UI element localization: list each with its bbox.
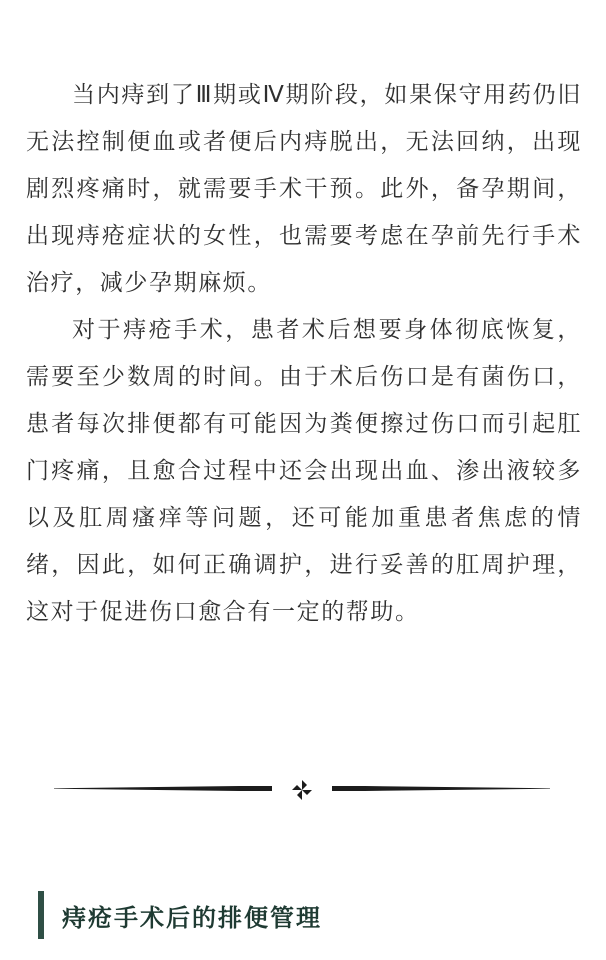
section-divider bbox=[54, 778, 550, 802]
paragraph-surgery-indication: 当内痔到了Ⅲ期或Ⅳ期阶段，如果保守用药仍旧无法控制便血或者便后内痔脱出，无法回纳，出现剧烈疼痛时，就需要手术干预。此外，备孕期间，出现痔疮症状的女性，也需要考虑在孕前先行手术治疗，减少孕期麻烦。 bbox=[26, 82, 582, 296]
article-body bbox=[26, 72, 582, 636]
pinwheel-icon bbox=[290, 778, 314, 802]
heading-text: 痔疮手术后的排便管理 bbox=[62, 903, 322, 932]
paragraph-post-surgery-care: 对于痔疮手术，患者术后想要身体彻底恢复，需要至少数周的时间。由于术后伤口是有菌伤口，患者每次排便都有可能因为粪便擦过伤口而引起肛门疼痛，且愈合过程中还会出现出血、渗出液较多以及肛周瘙痒等问题，还可能加重患者焦虑的情绪，因此，如何正确调护，进行妥善的肛周护理，这对于促进伤口愈合有一定的帮助。 bbox=[26, 317, 582, 625]
section-heading bbox=[38, 891, 322, 939]
divider-bar-right bbox=[332, 786, 550, 791]
heading-accent-bar bbox=[38, 891, 44, 939]
divider-bar-left bbox=[54, 786, 272, 791]
